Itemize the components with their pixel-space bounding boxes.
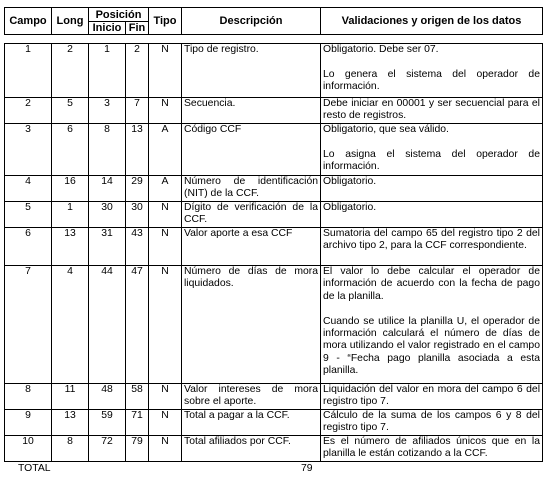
cell-validaciones [321, 176, 543, 202]
validacion-text: Cálculo de la suma de los campos 6 y 8 del registro tipo 7. [323, 410, 540, 434]
cell-inicio: 48 [89, 384, 126, 410]
cell-tipo: N [149, 384, 182, 410]
cell-descripcion: Número de identificación (NIT) de la CCF. [182, 176, 321, 202]
cell-inicio: 14 [89, 176, 126, 202]
cell-descripcion: Total a pagar a la CCF. [182, 410, 321, 436]
cell-descripcion: Total afiliados por CCF. [182, 436, 321, 462]
cell-descripcion: Código CCF [182, 124, 321, 176]
header-campo: Campo [5, 8, 52, 35]
cell-inicio: 3 [89, 98, 126, 124]
cell-campo: 5 [5, 202, 52, 228]
cell-validaciones [321, 228, 543, 266]
cell-long: 2 [52, 44, 89, 98]
cell-descripcion: Secuencia. [182, 98, 321, 124]
cell-fin: 29 [126, 176, 149, 202]
header-fin: Fin [126, 22, 149, 35]
cell-descripcion: Valor intereses de mora sobre el aporte. [182, 384, 321, 410]
cell-campo: 2 [5, 98, 52, 124]
cell-validaciones [321, 44, 543, 98]
header-validaciones: Validaciones y origen de los datos [321, 8, 543, 35]
cell-fin: 58 [126, 384, 149, 410]
table-row [5, 98, 543, 124]
cell-validaciones [321, 266, 543, 384]
cell-campo: 6 [5, 228, 52, 266]
total-value: 79 [301, 463, 313, 474]
validacion-text: Lo genera el sistema del operador de información. [323, 68, 540, 93]
cell-descripcion: Número de días de mora liquidados. [182, 266, 321, 384]
validacion-text: Es el número de afiliados únicos que en la planilla le están cotizando a la CCF. [323, 436, 540, 460]
cell-campo: 1 [5, 44, 52, 98]
cell-inicio: 1 [89, 44, 126, 98]
cell-tipo: N [149, 410, 182, 436]
validacion-text: Lo asigna el sistema del operador de información. [323, 148, 540, 173]
cell-descripcion: Valor aporte a esa CCF [182, 228, 321, 266]
cell-long: 13 [52, 228, 89, 266]
fields-table [4, 43, 543, 462]
validacion-text: El valor lo debe calcular el operador de información de acuerdo con la fecha de pago de la planilla. [323, 266, 540, 302]
cell-validaciones [321, 202, 543, 228]
validacion-text: Obligatorio. [323, 176, 377, 187]
cell-fin: 2 [126, 44, 149, 98]
header-long: Long [52, 8, 89, 35]
table-header [4, 7, 543, 35]
cell-campo: 7 [5, 266, 52, 384]
table-row [5, 202, 543, 228]
cell-fin: 7 [126, 98, 149, 124]
cell-campo: 9 [5, 410, 52, 436]
validacion-text: Obligatorio, que sea válido. [323, 124, 449, 135]
cell-fin: 43 [126, 228, 149, 266]
cell-tipo: N [149, 436, 182, 462]
validacion-text: Debe iniciar en 00001 y ser secuencial para el resto de registros. [323, 98, 540, 122]
cell-inicio: 30 [89, 202, 126, 228]
header-posicion: Posición [89, 8, 149, 22]
cell-long: 13 [52, 410, 89, 436]
cell-long: 4 [52, 266, 89, 384]
cell-campo: 8 [5, 384, 52, 410]
validacion-text: Liquidación del valor en mora del campo 6 del registro tipo 7. [323, 384, 540, 408]
total-label: TOTAL [18, 463, 51, 474]
cell-long: 11 [52, 384, 89, 410]
table-row [5, 436, 543, 462]
cell-validaciones [321, 410, 543, 436]
table-row [5, 228, 543, 266]
cell-fin: 30 [126, 202, 149, 228]
cell-long: 5 [52, 98, 89, 124]
cell-fin: 71 [126, 410, 149, 436]
header-descripcion: Descripción [182, 8, 321, 35]
validacion-text: Obligatorio. Debe ser 07. [323, 44, 439, 55]
cell-descripcion: Dígito de verificación de la CCF. [182, 202, 321, 228]
table-row [5, 124, 543, 176]
cell-fin: 79 [126, 436, 149, 462]
cell-inicio: 44 [89, 266, 126, 384]
table-row [5, 410, 543, 436]
cell-campo: 3 [5, 124, 52, 176]
table-row [5, 176, 543, 202]
cell-validaciones [321, 98, 543, 124]
cell-fin: 13 [126, 124, 149, 176]
cell-tipo: N [149, 44, 182, 98]
cell-campo: 4 [5, 176, 52, 202]
cell-validaciones [321, 436, 543, 462]
cell-validaciones [321, 124, 543, 176]
cell-tipo: N [149, 266, 182, 384]
total-row [4, 463, 542, 475]
cell-inicio: 59 [89, 410, 126, 436]
cell-inicio: 31 [89, 228, 126, 266]
cell-campo: 10 [5, 436, 52, 462]
cell-long: 16 [52, 176, 89, 202]
cell-fin: 47 [126, 266, 149, 384]
validacion-text: Cuando se utilice la planilla U, el operador de información calculará el número de días de mora utilizando el valor registrado en el campo 9 - “Fecha pago planilla asociada a esta planilla. [323, 315, 540, 377]
cell-long: 6 [52, 124, 89, 176]
cell-validaciones [321, 384, 543, 410]
header-tipo: Tipo [149, 8, 182, 35]
table-row [5, 44, 543, 98]
cell-tipo: A [149, 124, 182, 176]
validacion-text: Sumatoria del campo 65 del registro tipo 2 del archivo tipo 2, para la CCF correspondiente. [323, 228, 540, 252]
header-inicio: Inicio [89, 22, 126, 35]
table-row [5, 384, 543, 410]
cell-descripcion: Tipo de registro. [182, 44, 321, 98]
table-row [5, 266, 543, 384]
cell-inicio: 8 [89, 124, 126, 176]
cell-tipo: N [149, 228, 182, 266]
cell-tipo: N [149, 202, 182, 228]
validacion-text: Obligatorio. [323, 202, 377, 213]
cell-tipo: N [149, 98, 182, 124]
cell-long: 8 [52, 436, 89, 462]
cell-inicio: 72 [89, 436, 126, 462]
cell-tipo: A [149, 176, 182, 202]
cell-long: 1 [52, 202, 89, 228]
